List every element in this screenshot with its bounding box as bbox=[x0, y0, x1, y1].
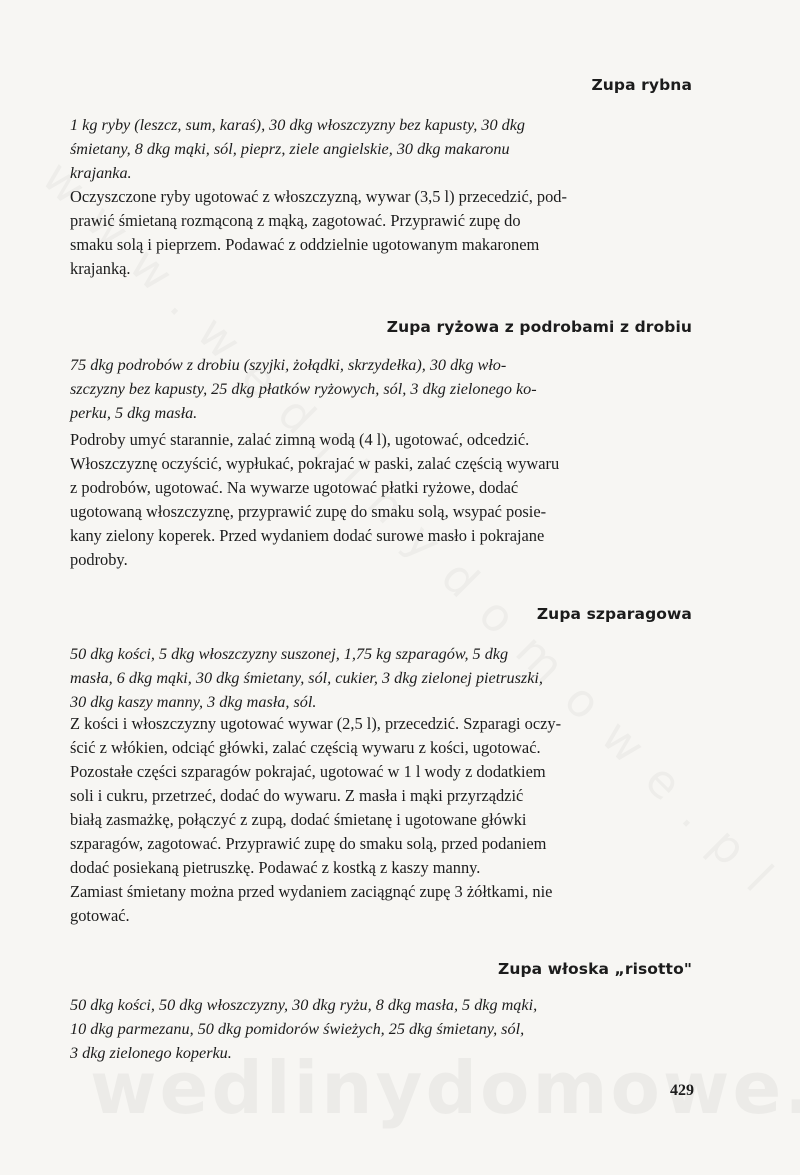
recipe-instructions: Podroby umyć starannie, zalać zimną wodą (4 l), ugotować, odcedzić. Włoszczyznę oczyścić, wypłukać, pokrajać w paski, zalać częścią wywaru z podrobów, ugotować. Na wywarze ugotować płatki ryżowe, dodać ugotowaną włoszczyznę, przyprawić zupę do smaku solą, wsypać posie- kany zielony koperek. Przed wydaniem dodać surowe masło i pokrajane podroby. bbox=[70, 430, 560, 569]
recipe-title: Zupa rybna bbox=[591, 76, 692, 94]
recipe-ingredients: 1 kg ryby (leszcz, sum, karaś), 30 dkg włoszczyzny bez kapusty, 30 dkg śmietany, 8 dkg mąki, sól, pieprz, ziele angielskie, 30 dkg makaronu krajanka. bbox=[70, 116, 525, 182]
recipe-title: Zupa włoska „risotto" bbox=[498, 960, 692, 978]
recipe-instructions: Oczyszczone ryby ugotować z włoszczyzną, wywar (3,5 l) przecedzić, pod- prawić śmietaną rozmąconą z mąką, zagotować. Przyprawić zupę do smaku solą i pieprzem. Podawać z oddzielnie ugotowanym makaronem krajanką. bbox=[70, 187, 567, 278]
recipe-instructions: Z kości i włoszczyzny ugotować wywar (2,5 l), przecedzić. Szparagi oczy- ścić z włókien, odciąć główki, zalać częścią wywaru z kości, ugotować. Pozostałe części szparagów pokrajać, ugotować w 1 l wody z dodatkiem soli i cukru, przetrzeć, dodać do wywaru. Z masła i mąki przyrządzić białą zasmażkę, połączyć z zupą, dodać śmietanę i ugotowane główki szparagów, zagotować. Przyprawić zupę do smaku solą, przed podaniem dodać posiekaną pietruszkę. Podawać z kostką z kaszy manny. Zamiast śmietany można przed wydaniem zaciągnąć zupę 3 żółtkami, nie gotować. bbox=[70, 714, 562, 925]
recipe-ingredients: 75 dkg podrobów z drobiu (szyjki, żołądki, skrzydełka), 30 dkg wło- szczyzny bez kapusty, 25 dkg płatków ryżowych, sól, 3 dkg zielonego ko- perku, 5 dkg masła. bbox=[70, 356, 537, 422]
recipe-ingredients: 50 dkg kości, 50 dkg włoszczyzny, 30 dkg ryżu, 8 dkg masła, 5 dkg mąki, 10 dkg parmezanu, 50 dkg pomidorów świeżych, 25 dkg śmietany, sól, 3 dkg zielonego koperku. bbox=[70, 996, 538, 1062]
recipe-title: Zupa ryżowa z podrobami z drobiu bbox=[386, 318, 692, 336]
recipe-ingredients: 50 dkg kości, 5 dkg włoszczyzny suszonej, 1,75 kg szparagów, 5 dkg masła, 6 dkg mąki, 30 dkg śmietany, sól, cukier, 3 dkg zielonej pietruszki, 30 dkg kaszy manny, 3 dkg masła, sól. bbox=[70, 645, 543, 711]
page-number: 429 bbox=[670, 1082, 694, 1099]
recipe-title: Zupa szparagowa bbox=[536, 605, 692, 623]
